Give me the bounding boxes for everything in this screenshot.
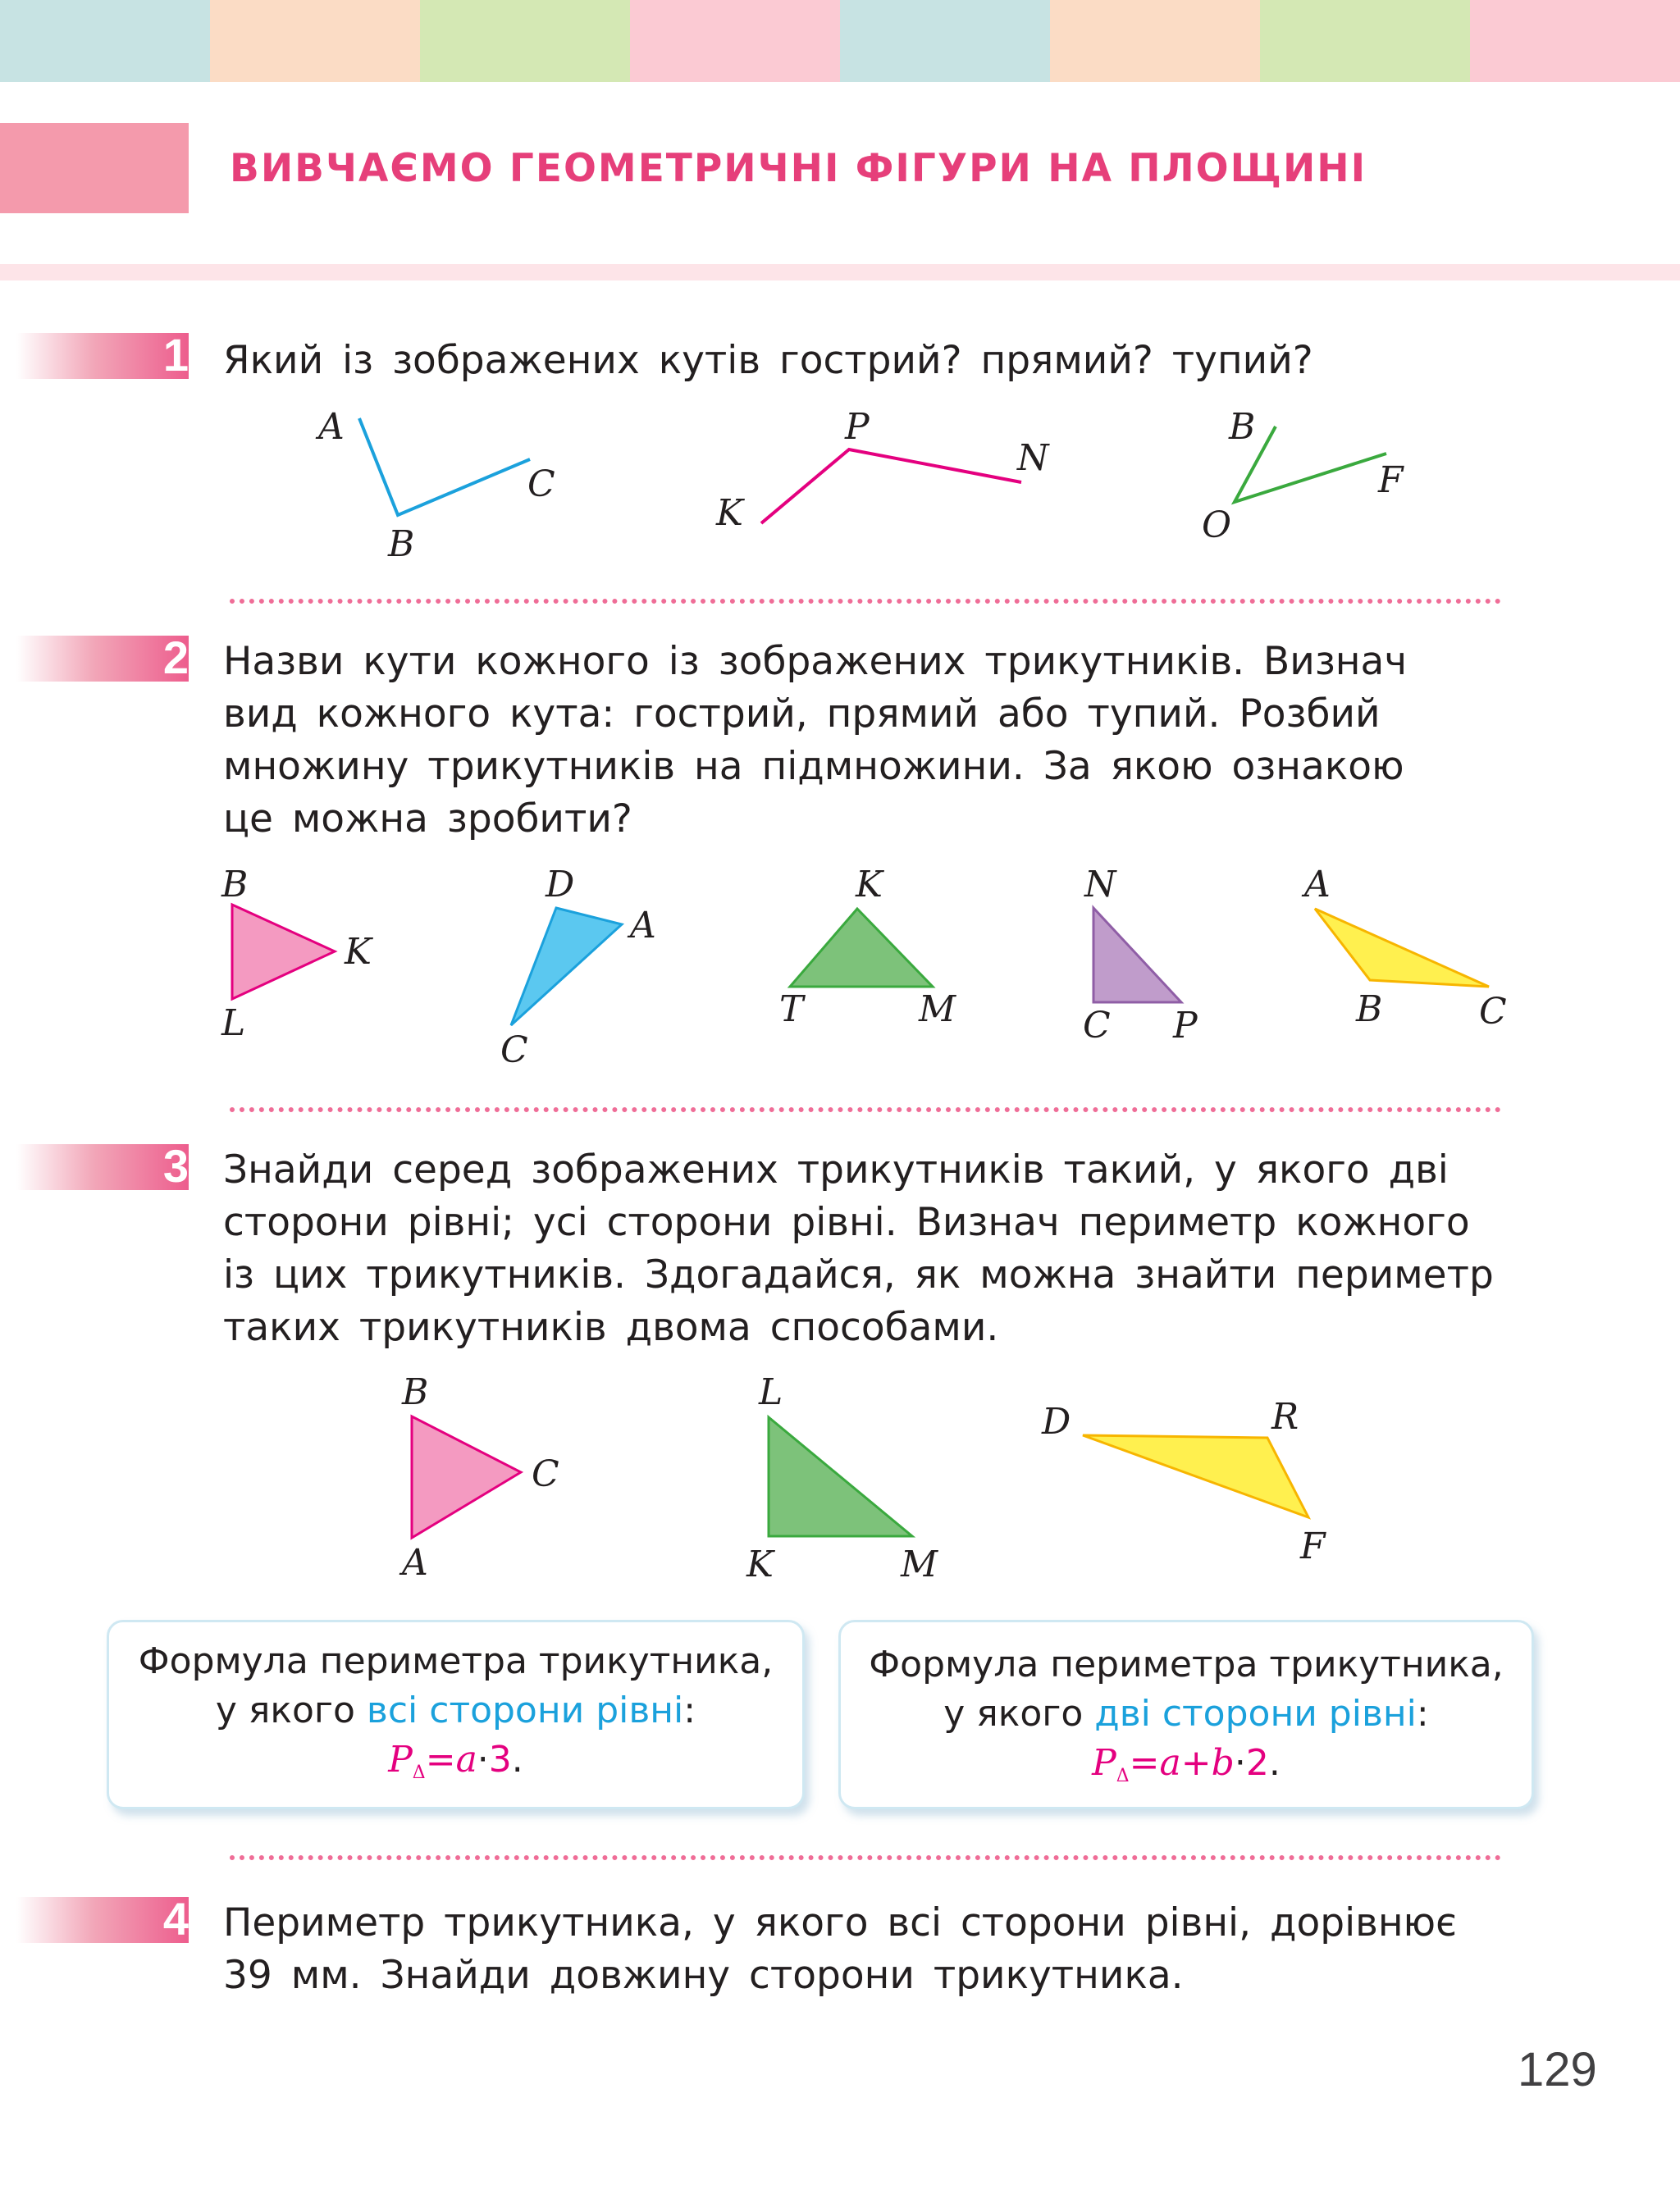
point-label: A	[630, 905, 656, 946]
point-label: A	[1304, 864, 1331, 905]
task-number-2: 2	[16, 636, 189, 682]
point-label: F	[1300, 1526, 1326, 1567]
point-label: C	[532, 1453, 559, 1495]
point-label: P	[1173, 1005, 1198, 1047]
point-label: T	[779, 988, 804, 1030]
triangle-lkm	[746, 1371, 938, 1585]
point-label: B	[221, 864, 249, 905]
triangle-dac	[500, 864, 656, 1071]
point-label: B	[402, 1371, 429, 1413]
formula-line: у якого дві сторони рівні:	[943, 1693, 1429, 1735]
triangle-lkm-shape	[769, 1417, 912, 1536]
triangle-ktm	[779, 864, 956, 1030]
triangle-bkl-shape	[232, 905, 335, 999]
task-2-text: Назви кути кожного із зображених трикутників. Визнач вид кожного кута: гострий, прямий або тупий. Розбий множину трикутників на підмножини. За якою ознакою це можна зробити?	[223, 639, 1408, 841]
angle-bof-lines	[1235, 426, 1386, 502]
point-label: K	[746, 1544, 774, 1585]
point-label: K	[345, 931, 372, 973]
point-label: N	[1084, 864, 1116, 905]
task-number-4: 4	[16, 1897, 189, 1943]
point-label: L	[221, 1002, 246, 1044]
point-label: C	[1083, 1005, 1111, 1047]
triangle-bkl	[221, 864, 373, 1044]
point-label: M	[901, 1544, 938, 1585]
formula-expression: PΔ=a·3.	[388, 1739, 523, 1783]
task-1-text: Який із зображених кутів гострий? прямий? тупий?	[223, 338, 1313, 383]
task-3-text: Знайди серед зображених трикутників такий, у якого дві сторони рівні; усі сторони рівні. Визнач периметр кожного із цих трикутників. Здогадайся, як можна знайти периметр таких трикутників двома способами.	[223, 1147, 1494, 1350]
triangle-dac-shape	[511, 908, 622, 1025]
triangle-bca-shape	[412, 1416, 521, 1538]
triangle-ktm-shape	[790, 909, 933, 987]
formula-line: Формула периметра трикутника,	[138, 1640, 774, 1682]
triangle-abc	[1301, 864, 1507, 1033]
point-label: K	[856, 864, 883, 905]
angle-kpn-lines	[761, 449, 1021, 523]
angle-abc-lines	[359, 418, 530, 515]
point-label: K	[716, 492, 743, 534]
point-label: N	[1017, 437, 1049, 479]
point-label: L	[759, 1371, 783, 1413]
triangle-ncp-shape	[1093, 908, 1181, 1002]
point-label: M	[919, 988, 956, 1030]
formula-box-isosceles	[838, 1620, 1534, 1809]
point-label: O	[1202, 504, 1232, 546]
point-label: D	[546, 864, 575, 905]
angle-kpn	[715, 406, 1050, 534]
point-label: D	[1042, 1401, 1071, 1443]
point-label: F	[1378, 459, 1404, 501]
triangle-drf-shape	[1083, 1435, 1308, 1517]
point-label: C	[1479, 991, 1507, 1033]
formula-line: у якого всі сторони рівні:	[215, 1690, 696, 1731]
triangle-ncp	[1083, 864, 1198, 1047]
angle-abc	[315, 406, 555, 565]
point-label: A	[318, 406, 345, 448]
task-4-text: Периметр трикутника, у якого всі сторони рівні, дорівнює 39 мм. Знайди довжину сторони трикутника.	[223, 1900, 1457, 1998]
point-label: C	[527, 463, 555, 505]
point-label: P	[845, 406, 870, 448]
formula-expression: PΔ=a+b·2.	[1092, 1742, 1281, 1786]
triangle-bca	[399, 1371, 559, 1584]
triangle-drf	[1041, 1396, 1326, 1567]
dotted-divider	[230, 1855, 1501, 1860]
task-number-3: 3	[16, 1144, 189, 1190]
triangle-abc-shape	[1315, 909, 1489, 987]
formula-line: Формула периметра трикутника,	[869, 1644, 1504, 1685]
point-label: A	[402, 1542, 428, 1584]
task-number-1: 1	[16, 333, 189, 379]
point-label: B	[1229, 406, 1256, 448]
point-label: R	[1271, 1396, 1299, 1438]
point-label: B	[1356, 988, 1383, 1030]
point-label: C	[500, 1029, 528, 1071]
point-label: B	[388, 523, 415, 565]
formula-box-equilateral	[107, 1620, 805, 1809]
angle-bof	[1202, 406, 1404, 546]
page-title: ВИВЧАЄМО ГЕОМЕТРИЧНІ ФІГУРИ НА ПЛОЩИНІ	[230, 146, 1367, 191]
page-number: 129	[1518, 2043, 1597, 2096]
